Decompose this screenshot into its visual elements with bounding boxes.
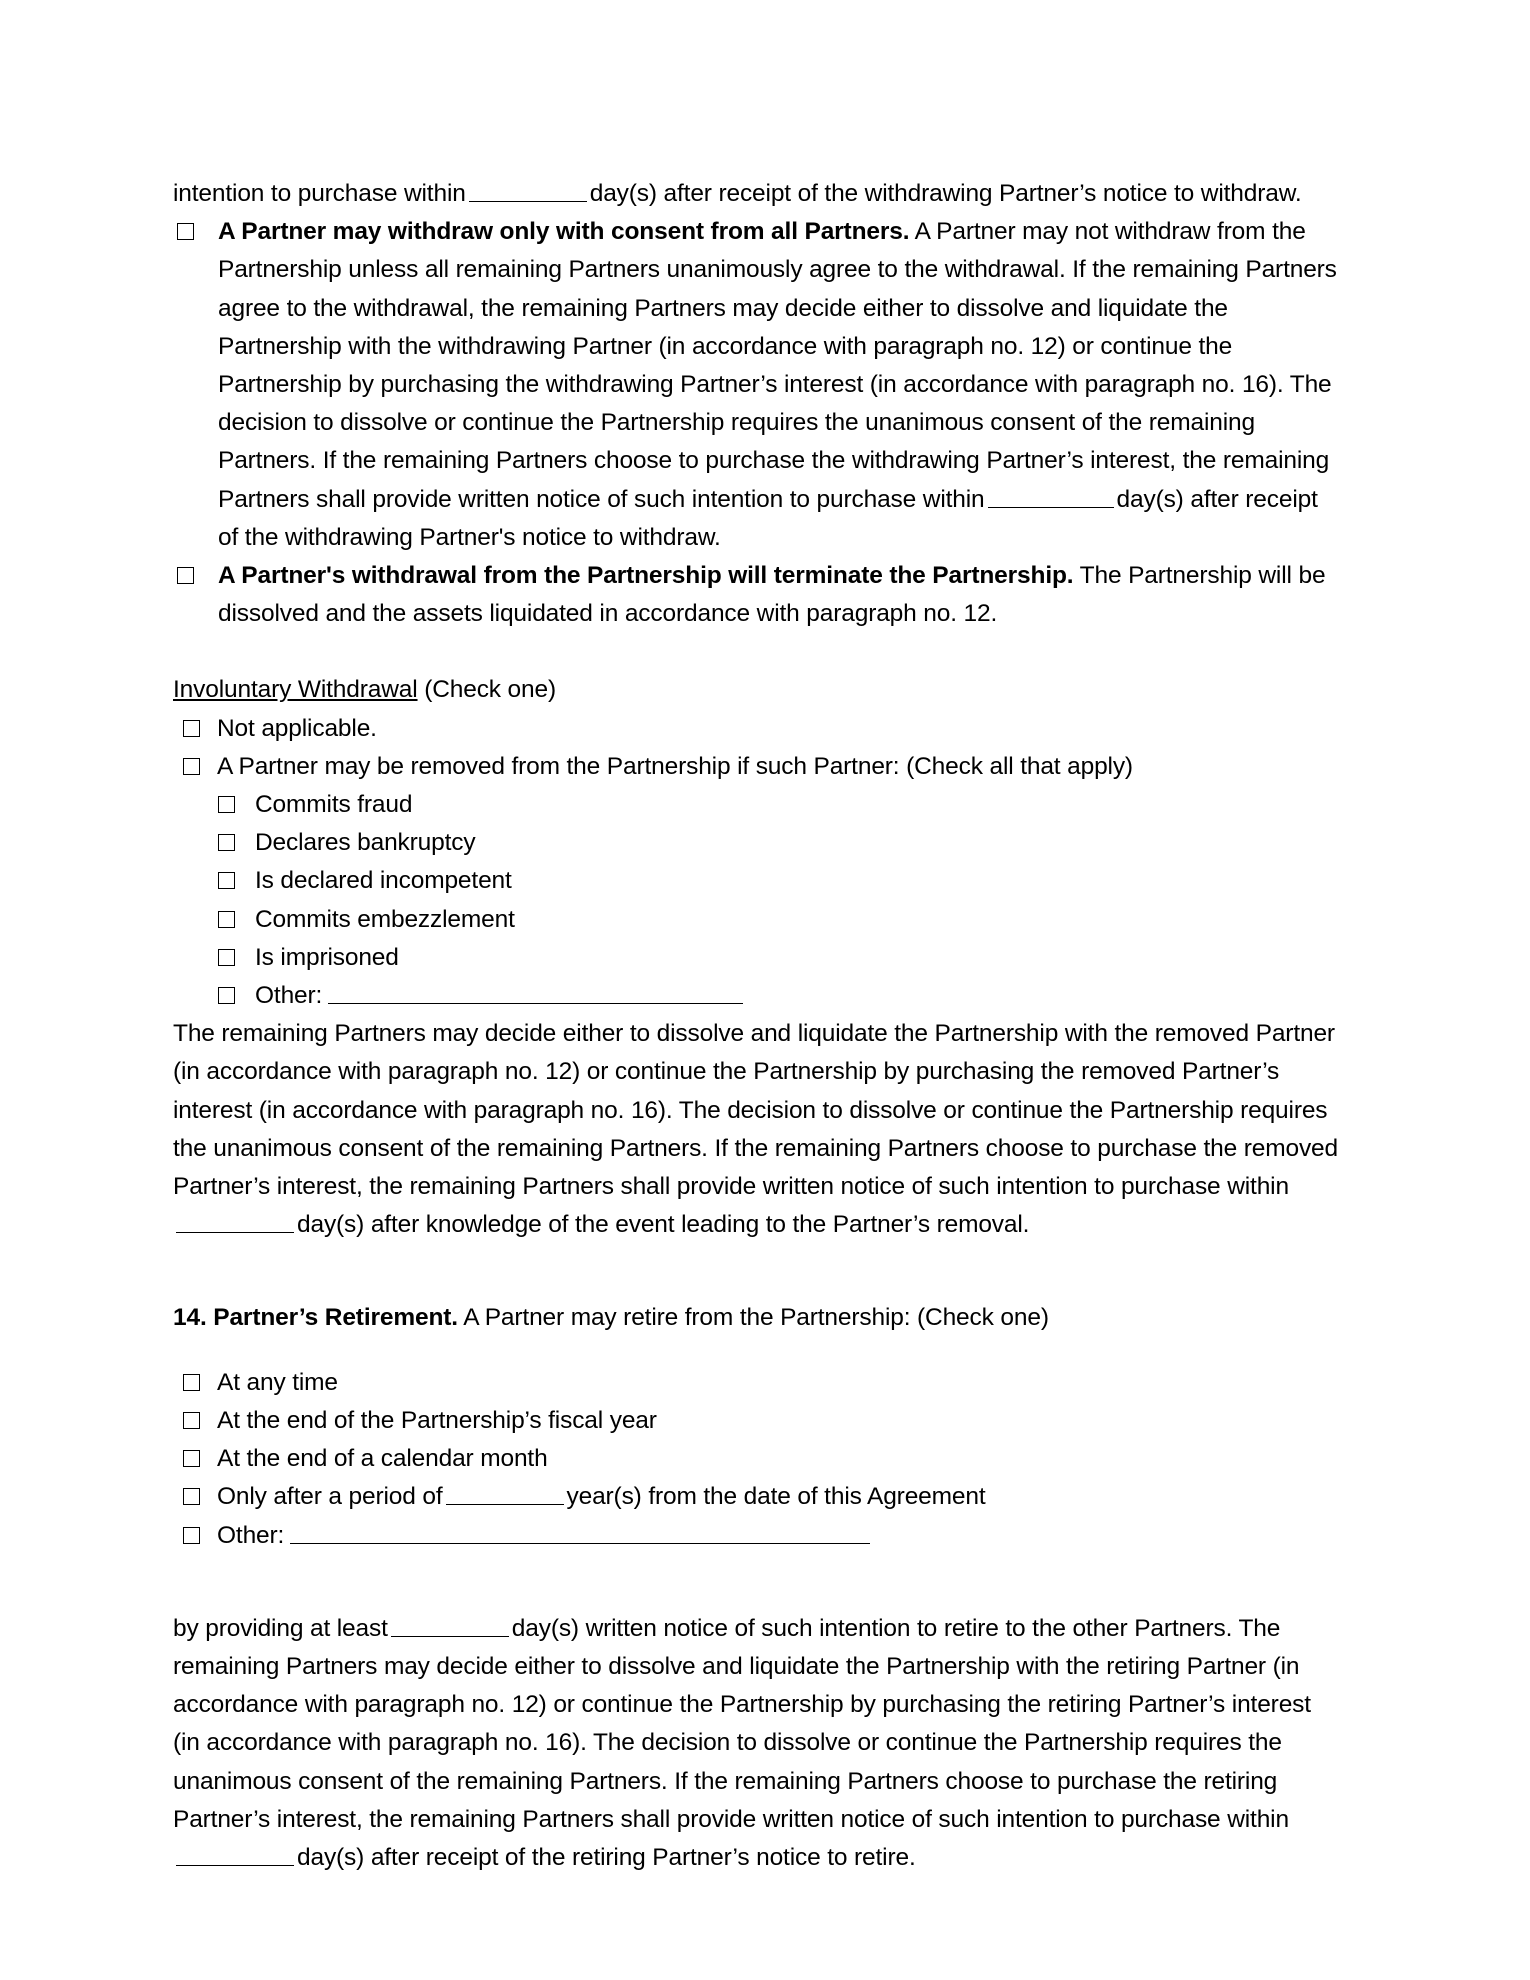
- removal-reason-other[interactable]: [173, 977, 1341, 1015]
- involuntary-withdrawal-title: Involuntary Withdrawal: [173, 676, 418, 704]
- other-reason-input[interactable]: [328, 980, 743, 1004]
- spacer: [173, 1244, 1341, 1299]
- checkbox-icon[interactable]: [183, 758, 200, 775]
- checkbox-icon[interactable]: [218, 949, 235, 966]
- option-label-before-blank: Only after a period of: [217, 1483, 443, 1511]
- option-withdrawal-terminates-partnership[interactable]: [173, 557, 1341, 633]
- continuation-text-after: day(s) after receipt of the withdrawing Partner’s notice to withdraw.: [589, 180, 1302, 207]
- closing-text-before: The remaining Partners may decide either to dissolve and liquidate the Partnership with the removed Partner (in accordance with paragraph no. 12) or continue the Partnership by purchasing the removed Partner’s interest (in accordance with paragraph no. 16). The decision to dissolve or continue the Partnership requires the unanimous consent of the remaining Partners. If the remaining Partners choose to purchase the removed Partner’s interest, the remaining Partners shall provide written notice of such intention to purchase within: [173, 1020, 1338, 1201]
- checkbox-icon[interactable]: [218, 834, 235, 851]
- checkbox-icon[interactable]: [177, 567, 194, 584]
- option-label: Declares bankruptcy: [255, 829, 476, 857]
- removal-reason-declares-bankruptcy[interactable]: [173, 824, 1341, 862]
- closing-text-middle: day(s) written notice of such intention to retire to the other Partners. The remaining Partners may decide either to dissolve and liquidate the Partnership with the retiring Partner (in accordance with paragraph no. 12) or continue the Partnership by purchasing the retiring Partner’s interest (in accordance with paragraph no. 16). The decision to dissolve or continue the Partnership requires the unanimous consent of the remaining Partners. If the remaining Partners choose to purchase the retiring Partner’s interest, the remaining Partners shall provide written notice of such intention to purchase within: [173, 1614, 1311, 1833]
- checkbox-icon[interactable]: [218, 911, 235, 928]
- option-label: Is imprisoned: [255, 943, 399, 971]
- option-consent-from-all-partners[interactable]: [173, 213, 1341, 557]
- checkbox-icon[interactable]: [183, 1374, 200, 1391]
- option-body-after-blank: day(s) after receipt of the withdrawing Partner's notice to withdraw.: [218, 485, 1318, 551]
- checkbox-icon[interactable]: [183, 1450, 200, 1467]
- days-blank-input[interactable]: [176, 1209, 294, 1233]
- removal-reason-declared-incompetent[interactable]: [173, 862, 1341, 900]
- checkbox-icon[interactable]: [183, 1488, 200, 1505]
- days-blank-input[interactable]: [391, 1612, 509, 1636]
- years-blank-input[interactable]: [446, 1481, 564, 1505]
- continuation-text-before: intention to purchase within: [173, 180, 466, 207]
- option-body-before-blank: The Partnership will be dissolved and the assets liquidated in accordance with paragraph no. 12.: [218, 562, 1326, 628]
- checkbox-icon[interactable]: [183, 1527, 200, 1544]
- retirement-option-other[interactable]: [173, 1517, 1341, 1555]
- option-body-before-blank: A Partner may not withdraw from the Partnership unless all remaining Partners unanimously agree to the withdrawal. If the remaining Partners agree to the withdrawal, the remaining Partners may decide either to dissolve and liquidate the Partnership with the withdrawing Partner (in accordance with paragraph no. 12) or continue the Partnership by purchasing the withdrawing Partner’s interest (in accordance with paragraph no. 16). The decision to dissolve or continue the Partnership requires the unanimous consent of the remaining Partners. If the remaining Partners choose to purchase the withdrawing Partner’s interest, the remaining Partners shall provide written notice of such intention to purchase within: [218, 218, 1337, 513]
- option-label: Is declared incompetent: [255, 867, 512, 895]
- section-14-heading: [173, 1299, 1341, 1337]
- option-label: Commits fraud: [255, 791, 413, 819]
- other-retirement-input[interactable]: [290, 1519, 870, 1543]
- checkbox-icon[interactable]: [183, 720, 200, 737]
- option-bold-lead: A Partner's withdrawal from the Partnership will terminate the Partnership.: [218, 562, 1074, 590]
- days-blank-input[interactable]: [176, 1842, 294, 1866]
- option-label: A Partner may be removed from the Partnership if such Partner: (Check all that apply): [217, 752, 1133, 780]
- option-label: Commits embezzlement: [255, 905, 515, 933]
- checkbox-icon[interactable]: [183, 1412, 200, 1429]
- option-label: At any time: [217, 1368, 338, 1396]
- retirement-option-at-any-time[interactable]: [173, 1364, 1341, 1402]
- paragraph-continuation: [173, 175, 1341, 213]
- retirement-option-end-of-calendar-month[interactable]: [173, 1440, 1341, 1478]
- checkbox-icon[interactable]: [218, 796, 235, 813]
- option-label: At the end of a calendar month: [217, 1445, 548, 1473]
- option-label: At the end of the Partnership’s fiscal year: [217, 1406, 657, 1434]
- involuntary-withdrawal-instruction: (Check one): [417, 676, 556, 704]
- option-label-after-blank: year(s) from the date of this Agreement: [566, 1483, 986, 1511]
- involuntary-withdrawal-closing-paragraph: [173, 1015, 1341, 1244]
- spacer: [173, 1555, 1341, 1610]
- section-14-title: 14. Partner’s Retirement.: [173, 1304, 458, 1332]
- closing-text-after-2: day(s) after receipt of the retiring Partner’s notice to retire.: [297, 1843, 916, 1871]
- option-label: Other:: [255, 982, 323, 1010]
- days-blank-input[interactable]: [988, 483, 1114, 507]
- checkbox-icon[interactable]: [218, 987, 235, 1004]
- involuntary-withdrawal-heading: [173, 671, 1341, 709]
- spacer: [173, 1338, 1341, 1364]
- involuntary-option-partner-may-be-removed[interactable]: [173, 748, 1341, 786]
- involuntary-option-not-applicable[interactable]: [173, 710, 1341, 748]
- section-14-intro: A Partner may retire from the Partnership: (Check one): [457, 1304, 1049, 1332]
- closing-text-after: day(s) after knowledge of the event leading to the Partner’s removal.: [297, 1211, 1030, 1239]
- retirement-option-only-after-period[interactable]: [173, 1478, 1341, 1516]
- option-label: Not applicable.: [217, 714, 377, 742]
- option-bold-lead: A Partner may withdraw only with consent from all Partners.: [218, 218, 910, 246]
- spacer: [173, 633, 1341, 671]
- closing-text-before-1: by providing at least: [173, 1614, 388, 1642]
- removal-reason-is-imprisoned[interactable]: [173, 939, 1341, 977]
- section-14-closing-paragraph: [173, 1610, 1341, 1877]
- days-blank-input[interactable]: [469, 178, 587, 202]
- page-body: [173, 175, 1341, 1877]
- checkbox-icon[interactable]: [218, 872, 235, 889]
- checkbox-icon[interactable]: [177, 223, 194, 240]
- removal-reason-commits-fraud[interactable]: [173, 786, 1341, 824]
- retirement-option-end-of-fiscal-year[interactable]: [173, 1402, 1341, 1440]
- option-label: Other:: [217, 1521, 285, 1549]
- removal-reason-commits-embezzlement[interactable]: [173, 901, 1341, 939]
